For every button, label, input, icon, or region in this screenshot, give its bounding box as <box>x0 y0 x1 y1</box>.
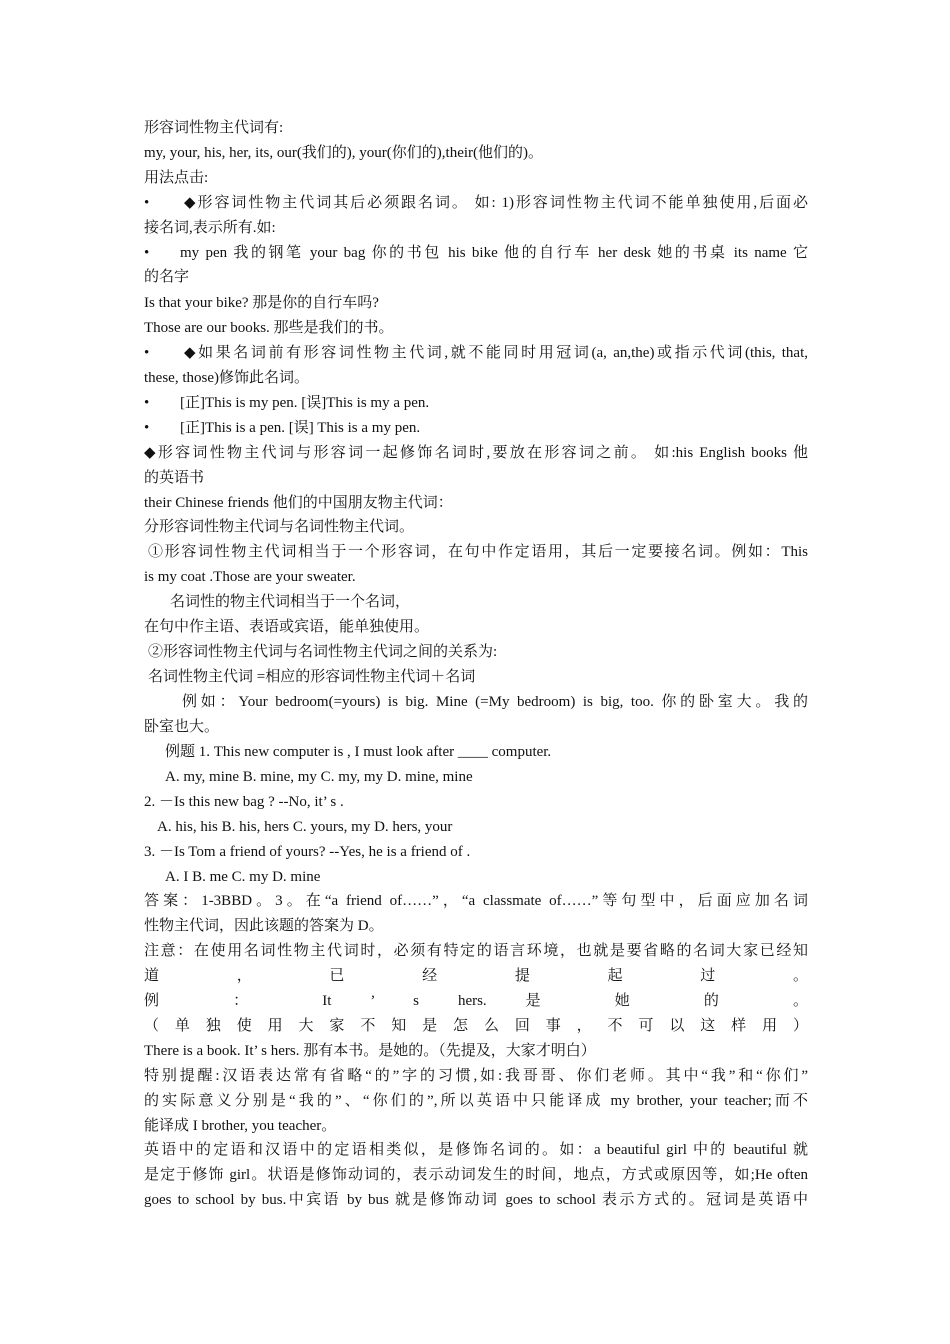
text-line: goes to school by bus.中宾语 by bus 就是修饰动词 goes to school 表示方式的。冠词是英语中 <box>144 1192 808 1208</box>
text-line: There is a book. It’ s hers. 那有本书。是她的。（先提及，大家才明白） <box>144 1043 596 1059</box>
text-line: Those are our books. 那些是我们的书。 <box>144 320 394 336</box>
text-line: 道 ， 已 经 提 起 过 。 <box>144 968 808 984</box>
text-line: 接名词,表示所有.如: <box>144 220 276 236</box>
text-line: 例 ： It ’ s hers. 是 她 的 。 <box>144 993 808 1009</box>
bullet: • <box>144 395 150 411</box>
text-line: [正]This is my pen. [误]This is my a pen. <box>180 395 430 411</box>
text-line: ◆如果名词前有形容词性物主代词,就不能同时用冠词(a, an,the)或指示代词(this, that, <box>184 345 808 361</box>
text-line: my pen 我的钢笔 your bag 你的书包 his bike 他的自行车 her desk 她的书桌 its name 它 <box>180 245 808 261</box>
text-line: ◆形容词性物主代词其后必须跟名词。 如: 1)形容词性物主代词不能单独使用,后面必 <box>184 195 808 211</box>
exercise-options: A. I B. me C. my D. mine <box>165 869 321 885</box>
text-line: 特别提醒:汉语表达常有省略“的”字的习惯,如:我哥哥、你们老师。其中“我”和“你们” <box>144 1068 808 1084</box>
bullet: • <box>144 345 150 361</box>
text-line: my, your, his, her, its, our(我们的), your(你们的),their(他们的)。 <box>144 145 544 161</box>
text-line: 的英语书 <box>144 470 205 486</box>
text-line: 例如：Your bedroom(=yours) is big. Mine (=My bedroom) is big, too. 你的卧室大。我的 <box>182 694 808 710</box>
exercise-line: 3. －Is Tom a friend of yours? --Yes, he is a friend of . <box>144 844 471 860</box>
text-line: 英语中的定语和汉语中的定语相类似，是修饰名词的。如：a beautiful girl 中的 beautiful 就 <box>144 1142 808 1158</box>
text-line: 名词性物主代词 =相应的形容词性物主代词＋名词 <box>148 669 476 685</box>
bullet: • <box>144 420 150 436</box>
text-line: 名词性的物主代词相当于一个名词， <box>170 594 411 610</box>
text-line: 注意：在使用名词性物主代词时，必须有特定的语言环境，也就是要省略的名词大家已经知 <box>144 943 808 959</box>
answer-line: 性物主代词，因此该题的答案为 D。 <box>144 918 384 934</box>
text-line: ②形容词性物主代词与名词性物主代词之间的关系为: <box>148 644 498 660</box>
exercise-options: A. my, mine B. mine, my C. my, my D. mine, mine <box>165 769 473 785</box>
text-line: 的实际意义分别是“我的”、“你们的”,所以英语中只能译成 my brother, your teacher;而不 <box>144 1093 808 1109</box>
text-line: 卧室也大。 <box>144 719 220 735</box>
text-line: ①形容词性物主代词相当于一个形容词，在句中作定语用，其后一定要接名词。例如：This <box>148 544 808 560</box>
text-line: 用法点击: <box>144 170 209 186</box>
text-line: 在句中作主语、表语或宾语，能单独使用。 <box>144 619 430 635</box>
text-line: Is that your bike? 那是你的自行车吗? <box>144 295 379 311</box>
text-line: ◆形容词性物主代词与形容词一起修饰名词时,要放在形容词之前。 如:his English books 他 <box>144 445 808 461</box>
text-line: 能译成 I brother, you teacher。 <box>144 1118 337 1134</box>
exercise-line: 例题 1. This new computer is , I must look after ____ computer. <box>165 744 552 760</box>
exercise-options: A. his, his B. his, hers C. yours, my D. hers, your <box>157 819 453 835</box>
text-line: 分形容词性物主代词与名词性物主代词。 <box>144 519 415 535</box>
answer-line: 答案：1-3BBD。3。在“a friend of……”，“a classmate of……”等句型中，后面应加名词 <box>144 893 808 909</box>
text-line: 的名字 <box>144 269 190 285</box>
text-line: their Chinese friends 他们的中国朋友物主代词： <box>144 495 453 511</box>
text-line: 形容词性物主代词有: <box>144 120 284 136</box>
exercise-line: 2. －Is this new bag ? --No, it’ s . <box>144 794 344 810</box>
text-line: [正]This is a pen. [误] This is a my pen. <box>180 420 421 436</box>
text-line: （ 单 独 使 用 大 家 不 知 是 怎 么 回 事 ， 不 可 以 这 样 用 ） <box>144 1018 808 1034</box>
bullet: • <box>144 245 150 261</box>
text-line: these, those)修饰此名词。 <box>144 370 309 386</box>
text-line: is my coat .Those are your sweater. <box>144 569 356 585</box>
bullet: • <box>144 195 150 211</box>
text-line: 是定于修饰 girl。状语是修饰动词的，表示动词发生的时间，地点，方式或原因等，如;He often <box>144 1167 808 1183</box>
